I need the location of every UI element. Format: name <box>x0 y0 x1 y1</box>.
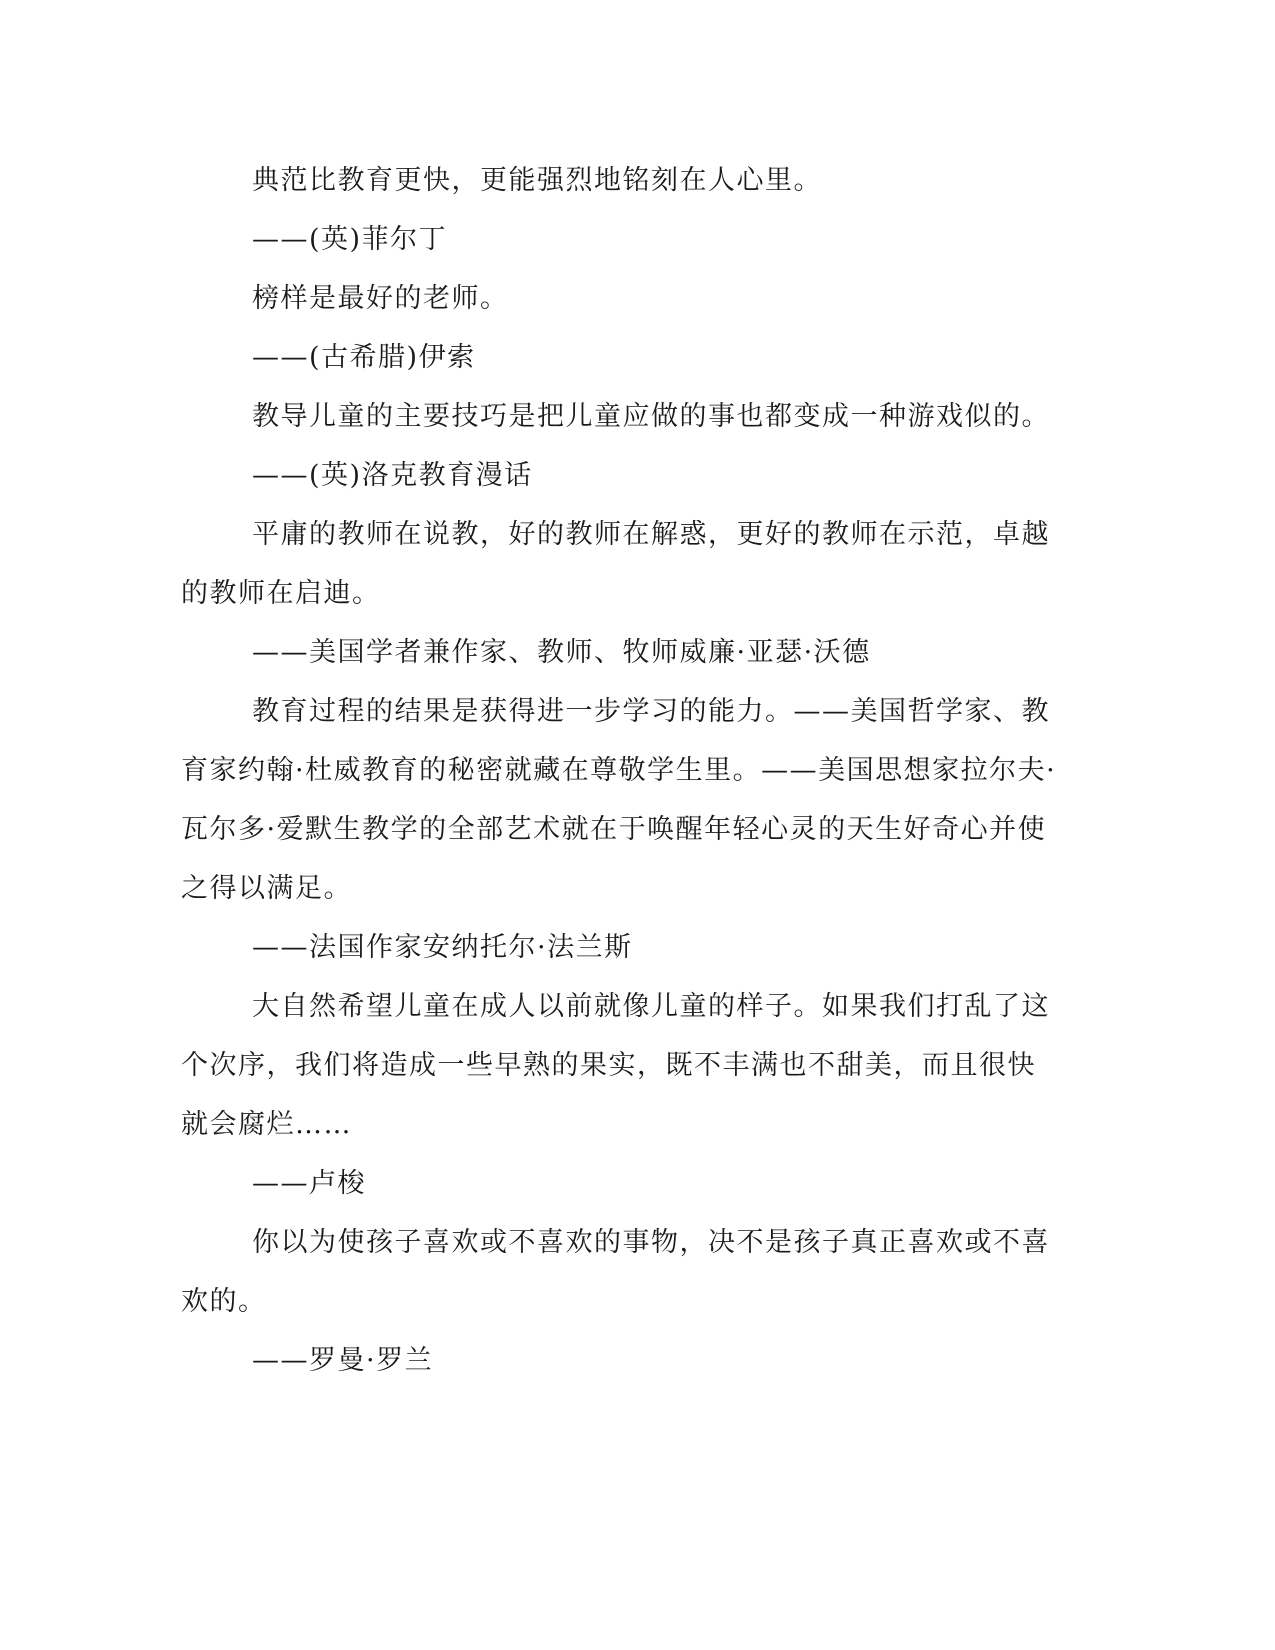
attribution-ward: ——美国学者兼作家、教师、牧师威廉·亚瑟·沃德 <box>252 637 871 668</box>
quote-text-rousseau-line-1: 大自然希望儿童在成人以前就像儿童的样子。如果我们打乱了这 <box>252 991 1050 1022</box>
quote-text-ward-line-2: 的教师在启迪。 <box>181 578 381 609</box>
quote-text-fielding: 典范比教育更快，更能强烈地铭刻在人心里。 <box>252 165 822 196</box>
attribution-rousseau: ——卢梭 <box>252 1168 366 1199</box>
quote-text-dewey-line-2: 育家约翰·杜威教育的秘密就藏在尊敬学生里。——美国思想家拉尔夫· <box>181 755 1057 786</box>
quote-text-rolland-line-1: 你以为使孩子喜欢或不喜欢的事物，决不是孩子真正喜欢或不喜 <box>252 1227 1050 1258</box>
attribution-locke: ——(英)洛克教育漫话 <box>252 460 533 491</box>
quote-text-rolland-line-2: 欢的。 <box>181 1286 267 1317</box>
attribution-aesop: ——(古希腊)伊索 <box>252 342 476 373</box>
quote-text-dewey-line-1: 教育过程的结果是获得进一步学习的能力。——美国哲学家、教 <box>252 696 1050 727</box>
attribution-fielding: ——(英)菲尔丁 <box>252 224 448 255</box>
quote-text-rousseau-line-3: 就会腐烂…… <box>181 1109 352 1140</box>
quote-text-aesop: 榜样是最好的老师。 <box>252 283 509 314</box>
quote-text-dewey-line-3: 瓦尔多·爱默生教学的全部艺术就在于唤醒年轻心灵的天生好奇心并使 <box>181 814 1047 845</box>
attribution-rolland: ——罗曼·罗兰 <box>252 1345 434 1376</box>
quote-text-ward-line-1: 平庸的教师在说教，好的教师在解惑，更好的教师在示范，卓越 <box>252 519 1050 550</box>
quote-text-rousseau-line-2: 个次序，我们将造成一些早熟的果实，既不丰满也不甜美，而且很快 <box>181 1050 1036 1081</box>
quote-text-dewey-line-4: 之得以满足。 <box>181 873 352 904</box>
attribution-france: ——法国作家安纳托尔·法兰斯 <box>252 932 633 963</box>
quote-text-locke: 教导儿童的主要技巧是把儿童应做的事也都变成一种游戏似的。 <box>252 401 1050 432</box>
